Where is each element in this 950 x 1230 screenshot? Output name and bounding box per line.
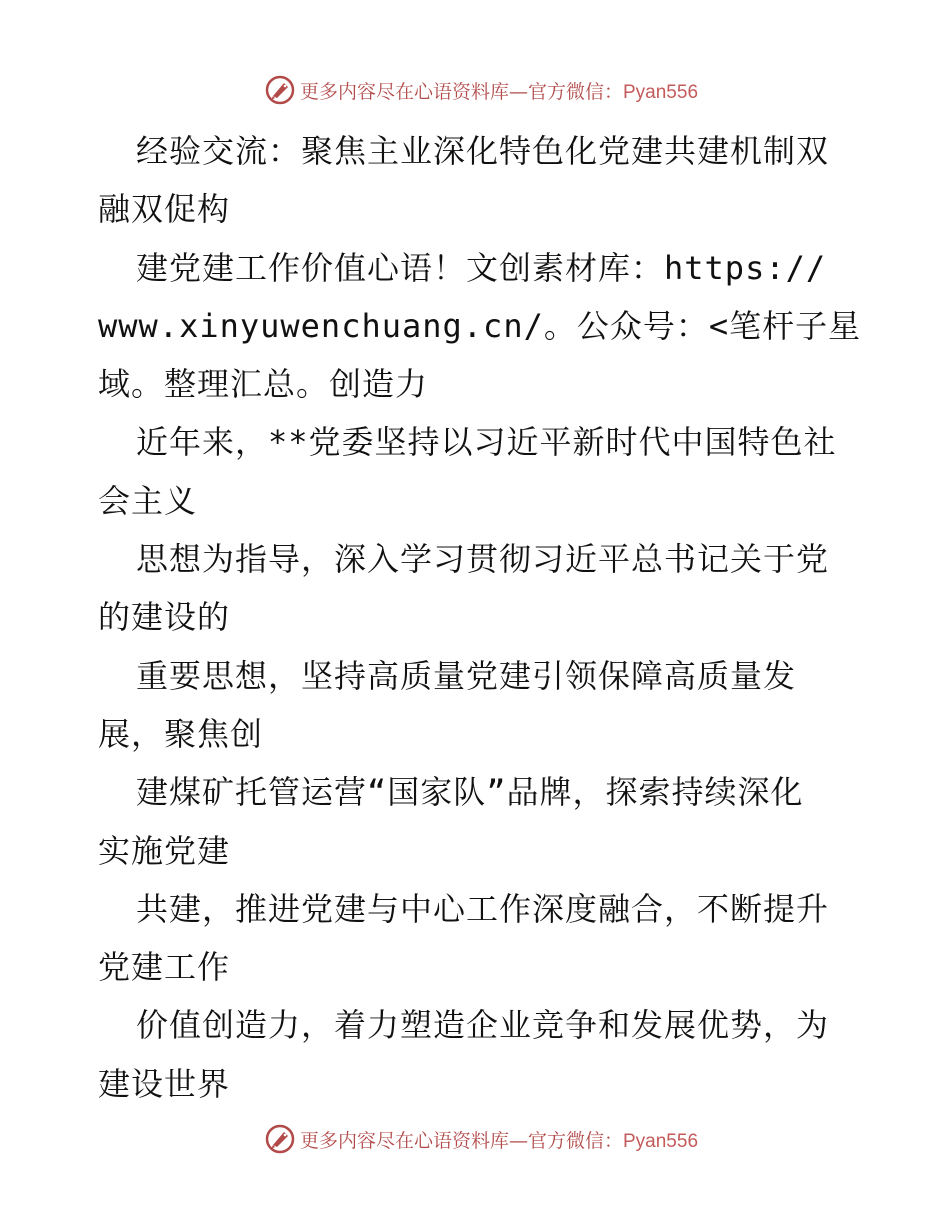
document-line: 重要思想，坚持高质量党建引领保障高质量发 bbox=[136, 656, 797, 695]
document-line: 共建，推进党建与中心工作深度融合，不断提升 bbox=[136, 889, 830, 928]
pen-nib-seal-icon bbox=[264, 1123, 296, 1155]
document-line: 经验交流：聚焦主业深化特色化党建共建机制双 bbox=[136, 132, 830, 170]
watermark-banner-top bbox=[0, 70, 950, 110]
document-line: 建党建工作价值心语！文创素材库：https:// bbox=[136, 248, 827, 287]
document-line: 近年来，**党委坚持以习近平新时代中国特色社 bbox=[136, 423, 837, 462]
document-line: 党建工作 bbox=[98, 948, 231, 987]
watermark-text: 更多内容尽在心语资料库—官方微信：Pyan556 bbox=[299, 1129, 699, 1152]
watermark-content bbox=[264, 74, 698, 106]
document-line: 融双促构 bbox=[98, 190, 231, 229]
document-body bbox=[98, 122, 862, 1113]
document-line: 实施党建 bbox=[98, 831, 231, 870]
watermark-handle: Pyan556 bbox=[623, 1130, 699, 1152]
document-line: 的建设的 bbox=[98, 598, 231, 637]
document-line: 展，聚焦创 bbox=[98, 714, 264, 753]
document-line: 建设世界 bbox=[98, 1064, 231, 1103]
document-line: 价值创造力，着力塑造企业竞争和发展优势，为 bbox=[136, 1006, 830, 1045]
document-line: 建煤矿托管运营“国家队”品牌，探索持续深化 bbox=[136, 773, 804, 812]
watermark-text: 更多内容尽在心语资料库—官方微信：Pyan556 bbox=[299, 80, 699, 103]
watermark-content bbox=[264, 1123, 698, 1155]
document-line: 域。整理汇总。创造力 bbox=[98, 365, 429, 404]
document-line: 思想为指导，深入学习贯彻习近平总书记关于党 bbox=[136, 540, 830, 579]
watermark-handle: Pyan556 bbox=[623, 81, 699, 103]
document-line: www.xinyuwenchuang.cn/。公众号：<笔杆子星 bbox=[98, 306, 862, 345]
pen-nib-seal-icon bbox=[264, 74, 296, 106]
document-line: 会主义 bbox=[98, 481, 198, 520]
watermark-banner-bottom bbox=[0, 1119, 950, 1159]
